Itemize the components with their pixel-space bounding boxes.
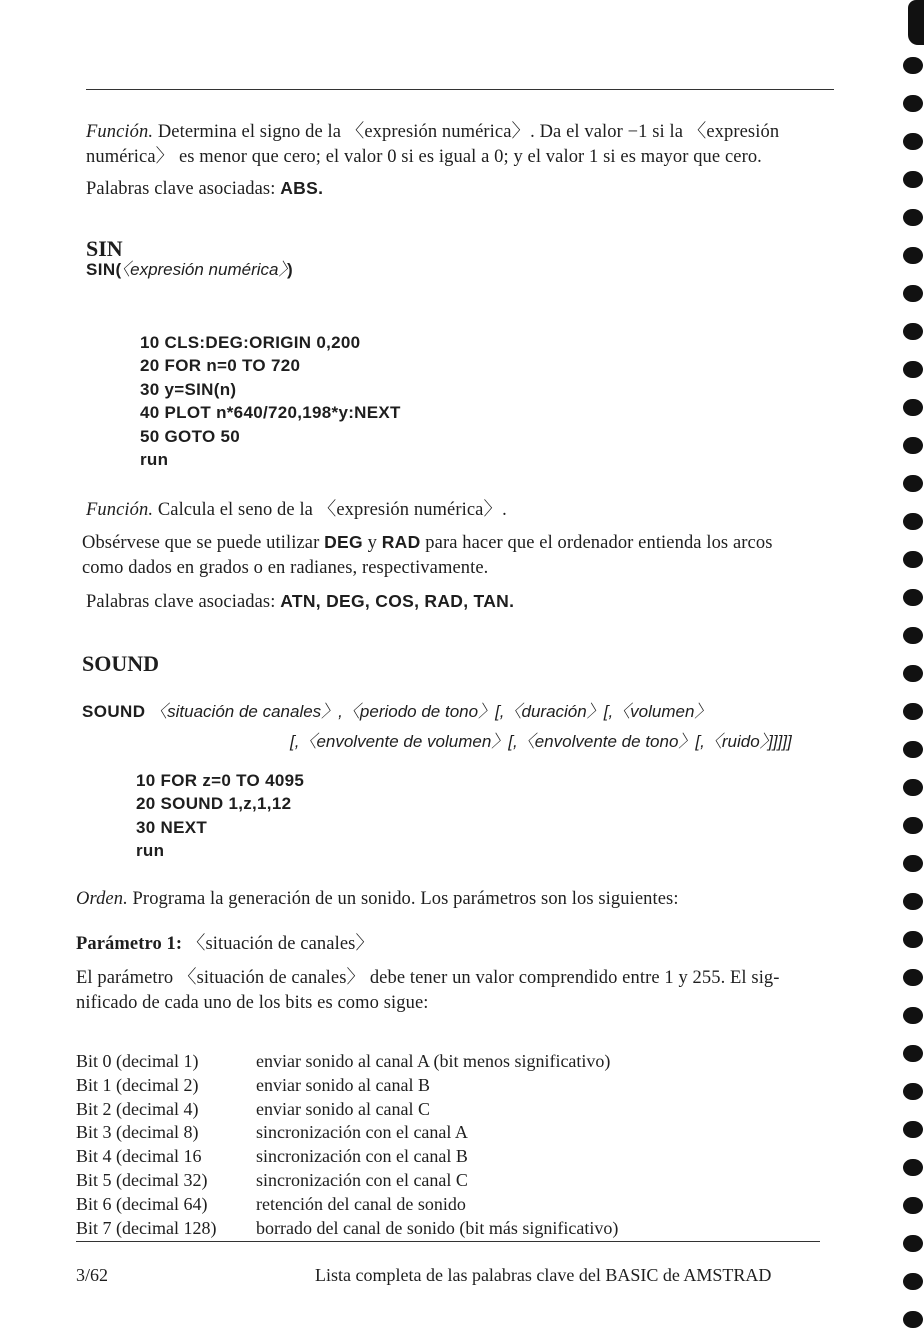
binder-hole — [903, 665, 923, 682]
code-line: run — [136, 841, 165, 861]
binder-hole — [903, 57, 923, 74]
parameter-label: Parámetro 1: — [76, 934, 183, 954]
binder-hole — [903, 1159, 923, 1176]
binder-hole — [903, 779, 923, 796]
page-number: 3/62 — [76, 1265, 109, 1285]
binder-hole — [903, 1007, 923, 1024]
bit-label: Bit 3 (decimal 8) — [76, 1122, 199, 1143]
binder-hole — [903, 551, 923, 568]
bit-row — [76, 1145, 618, 1169]
code-line: 20 SOUND 1,z,1,12 — [136, 794, 292, 814]
bit-description: retención del canal de sonido — [256, 1193, 466, 1214]
binder-hole — [903, 817, 923, 834]
sin-heading: SIN — [86, 236, 123, 261]
keywords-label: Palabras clave asociadas: — [86, 179, 276, 199]
binder-hole — [903, 209, 923, 226]
note-keyword-rad: RAD — [381, 532, 421, 552]
bit-description: enviar sonido al canal C — [256, 1098, 430, 1119]
function-text: Determina el signo de la 〈expresión numérica〉. Da el valor −1 si la 〈expresión — [157, 122, 780, 142]
sin-code-listing — [140, 331, 401, 471]
bottom-rule — [76, 1241, 820, 1242]
function-label: Función. — [86, 500, 154, 520]
binder-hole — [903, 285, 923, 302]
binder-hole — [903, 323, 923, 340]
binder-hole — [903, 399, 923, 416]
sound-code-listing — [136, 769, 304, 863]
bit-description: borrado del canal de sonido (bit más significativo) — [256, 1217, 619, 1238]
binder-hole — [903, 171, 923, 188]
order-text: Programa la generación de un sonido. Los parámetros son los siguientes: — [132, 889, 679, 909]
binder-hole — [903, 741, 923, 758]
bit-row — [76, 1098, 618, 1122]
bit-row — [76, 1169, 618, 1193]
bit-row — [76, 1074, 618, 1098]
binder-hole — [903, 437, 923, 454]
binder-hole — [903, 931, 923, 948]
bit-label: Bit 7 (decimal 128) — [76, 1217, 217, 1238]
sin-function-paragraph — [86, 498, 507, 523]
binder-hole — [903, 1083, 923, 1100]
binder-hole — [903, 969, 923, 986]
code-line: 40 PLOT n*640/720,198*y:NEXT — [140, 403, 401, 423]
bit-label: Bit 4 (decimal 16 — [76, 1146, 202, 1167]
keywords-list: ATN, DEG, COS, RAD, TAN. — [280, 591, 515, 611]
function-label: Función. — [86, 122, 154, 142]
code-line: run — [140, 450, 169, 470]
bit-description: sincronización con el canal A — [256, 1122, 468, 1143]
syntax-argument: 〈expresión numérica〉 — [121, 260, 287, 279]
binder-tab — [908, 0, 924, 45]
syntax-keyword: SOUND — [82, 702, 146, 721]
order-label: Orden. — [76, 889, 128, 909]
bit-row — [76, 1217, 618, 1241]
bit-description: enviar sonido al canal B — [256, 1074, 430, 1095]
binder-hole — [903, 1197, 923, 1214]
note-text: y — [367, 533, 377, 553]
sound-syntax-line2 — [290, 727, 792, 756]
syntax-arguments: 〈situación de canales〉,〈periodo de tono〉[,〈duración〉[,〈volumen〉 — [150, 702, 712, 721]
top-rule — [86, 89, 834, 90]
code-line: 20 FOR n=0 TO 720 — [140, 356, 301, 376]
note-text: para hacer que el ordenador entienda los arcos — [425, 533, 773, 553]
parameter-description-line1: El parámetro 〈situación de canales〉 debe tener un valor comprendido entre 1 y 255. El sig- — [76, 968, 780, 988]
binder-hole — [903, 1045, 923, 1062]
bit-row — [76, 1193, 618, 1217]
bit-table — [76, 1050, 618, 1240]
bit-label: Bit 6 (decimal 64) — [76, 1193, 208, 1214]
binder-hole — [903, 893, 923, 910]
parameter-description — [76, 966, 780, 1016]
bit-row — [76, 1050, 618, 1074]
note-text: Obsérvese que se puede utilizar — [82, 533, 320, 553]
binder-hole — [903, 1235, 923, 1252]
keywords-label: Palabras clave asociadas: — [86, 592, 276, 612]
binder-hole — [903, 1311, 923, 1328]
binder-hole — [903, 95, 923, 112]
binder-hole — [903, 627, 923, 644]
bit-label: Bit 1 (decimal 2) — [76, 1074, 199, 1095]
syntax-keyword: SIN( — [86, 260, 122, 279]
binder-hole — [903, 247, 923, 264]
bit-label: Bit 2 (decimal 4) — [76, 1098, 199, 1119]
bit-description: sincronización con el canal C — [256, 1169, 468, 1190]
binder-hole — [903, 513, 923, 530]
keywords-list: ABS. — [280, 178, 324, 198]
note-keyword-deg: DEG — [324, 532, 363, 552]
binder-hole — [903, 703, 923, 720]
footer-title: Lista completa de las palabras clave del BASIC de AMSTRAD — [315, 1265, 772, 1285]
sin-note-paragraph — [82, 530, 773, 581]
bit-description: sincronización con el canal B — [256, 1146, 468, 1167]
binder-hole — [903, 475, 923, 492]
sound-order-paragraph — [76, 887, 679, 912]
bit-description: enviar sonido al canal A (bit menos significativo) — [256, 1051, 611, 1071]
bit-label: Bit 5 (decimal 32) — [76, 1169, 208, 1190]
function-text: Calcula el seno de la 〈expresión numérica〉. — [157, 500, 507, 520]
bit-row — [76, 1121, 618, 1145]
code-line: 30 NEXT — [136, 817, 208, 837]
binder-hole — [903, 1121, 923, 1138]
code-line: 10 CLS:DEG:ORIGIN 0,200 — [140, 333, 361, 352]
binder-hole — [903, 361, 923, 378]
code-line: 10 FOR z=0 TO 4095 — [136, 771, 305, 790]
syntax-arguments: [,〈envolvente de volumen〉[,〈envolvente de tono〉[,〈ruido〉]]]]] — [290, 732, 792, 751]
binder-hole — [903, 1273, 923, 1290]
sin-keywords — [86, 589, 514, 615]
parameter-name: 〈situación de canales〉 — [186, 934, 375, 954]
sgn-function-paragraph — [86, 120, 779, 170]
sin-syntax — [86, 255, 293, 284]
code-line: 30 y=SIN(n) — [140, 379, 237, 399]
binder-hole — [903, 589, 923, 606]
binder-hole — [903, 133, 923, 150]
parameter-description-line2: nificado de cada uno de los bits es como sigue: — [76, 993, 429, 1013]
sound-syntax-line1 — [82, 697, 711, 726]
syntax-close: ) — [286, 260, 294, 279]
sound-heading: SOUND — [82, 651, 160, 676]
binder-hole — [903, 855, 923, 872]
sgn-keywords — [86, 176, 323, 202]
bit-label: Bit 0 (decimal 1) — [76, 1051, 199, 1071]
parameter-heading — [76, 932, 374, 957]
function-text-line2: numérica〉 es menor que cero; el valor 0 si es igual a 0; y el valor 1 si es mayor que cero. — [86, 147, 762, 167]
code-line: 50 GOTO 50 — [140, 426, 241, 446]
note-text-line2: como dados en grados o en radianes, respectivamente. — [82, 558, 489, 578]
